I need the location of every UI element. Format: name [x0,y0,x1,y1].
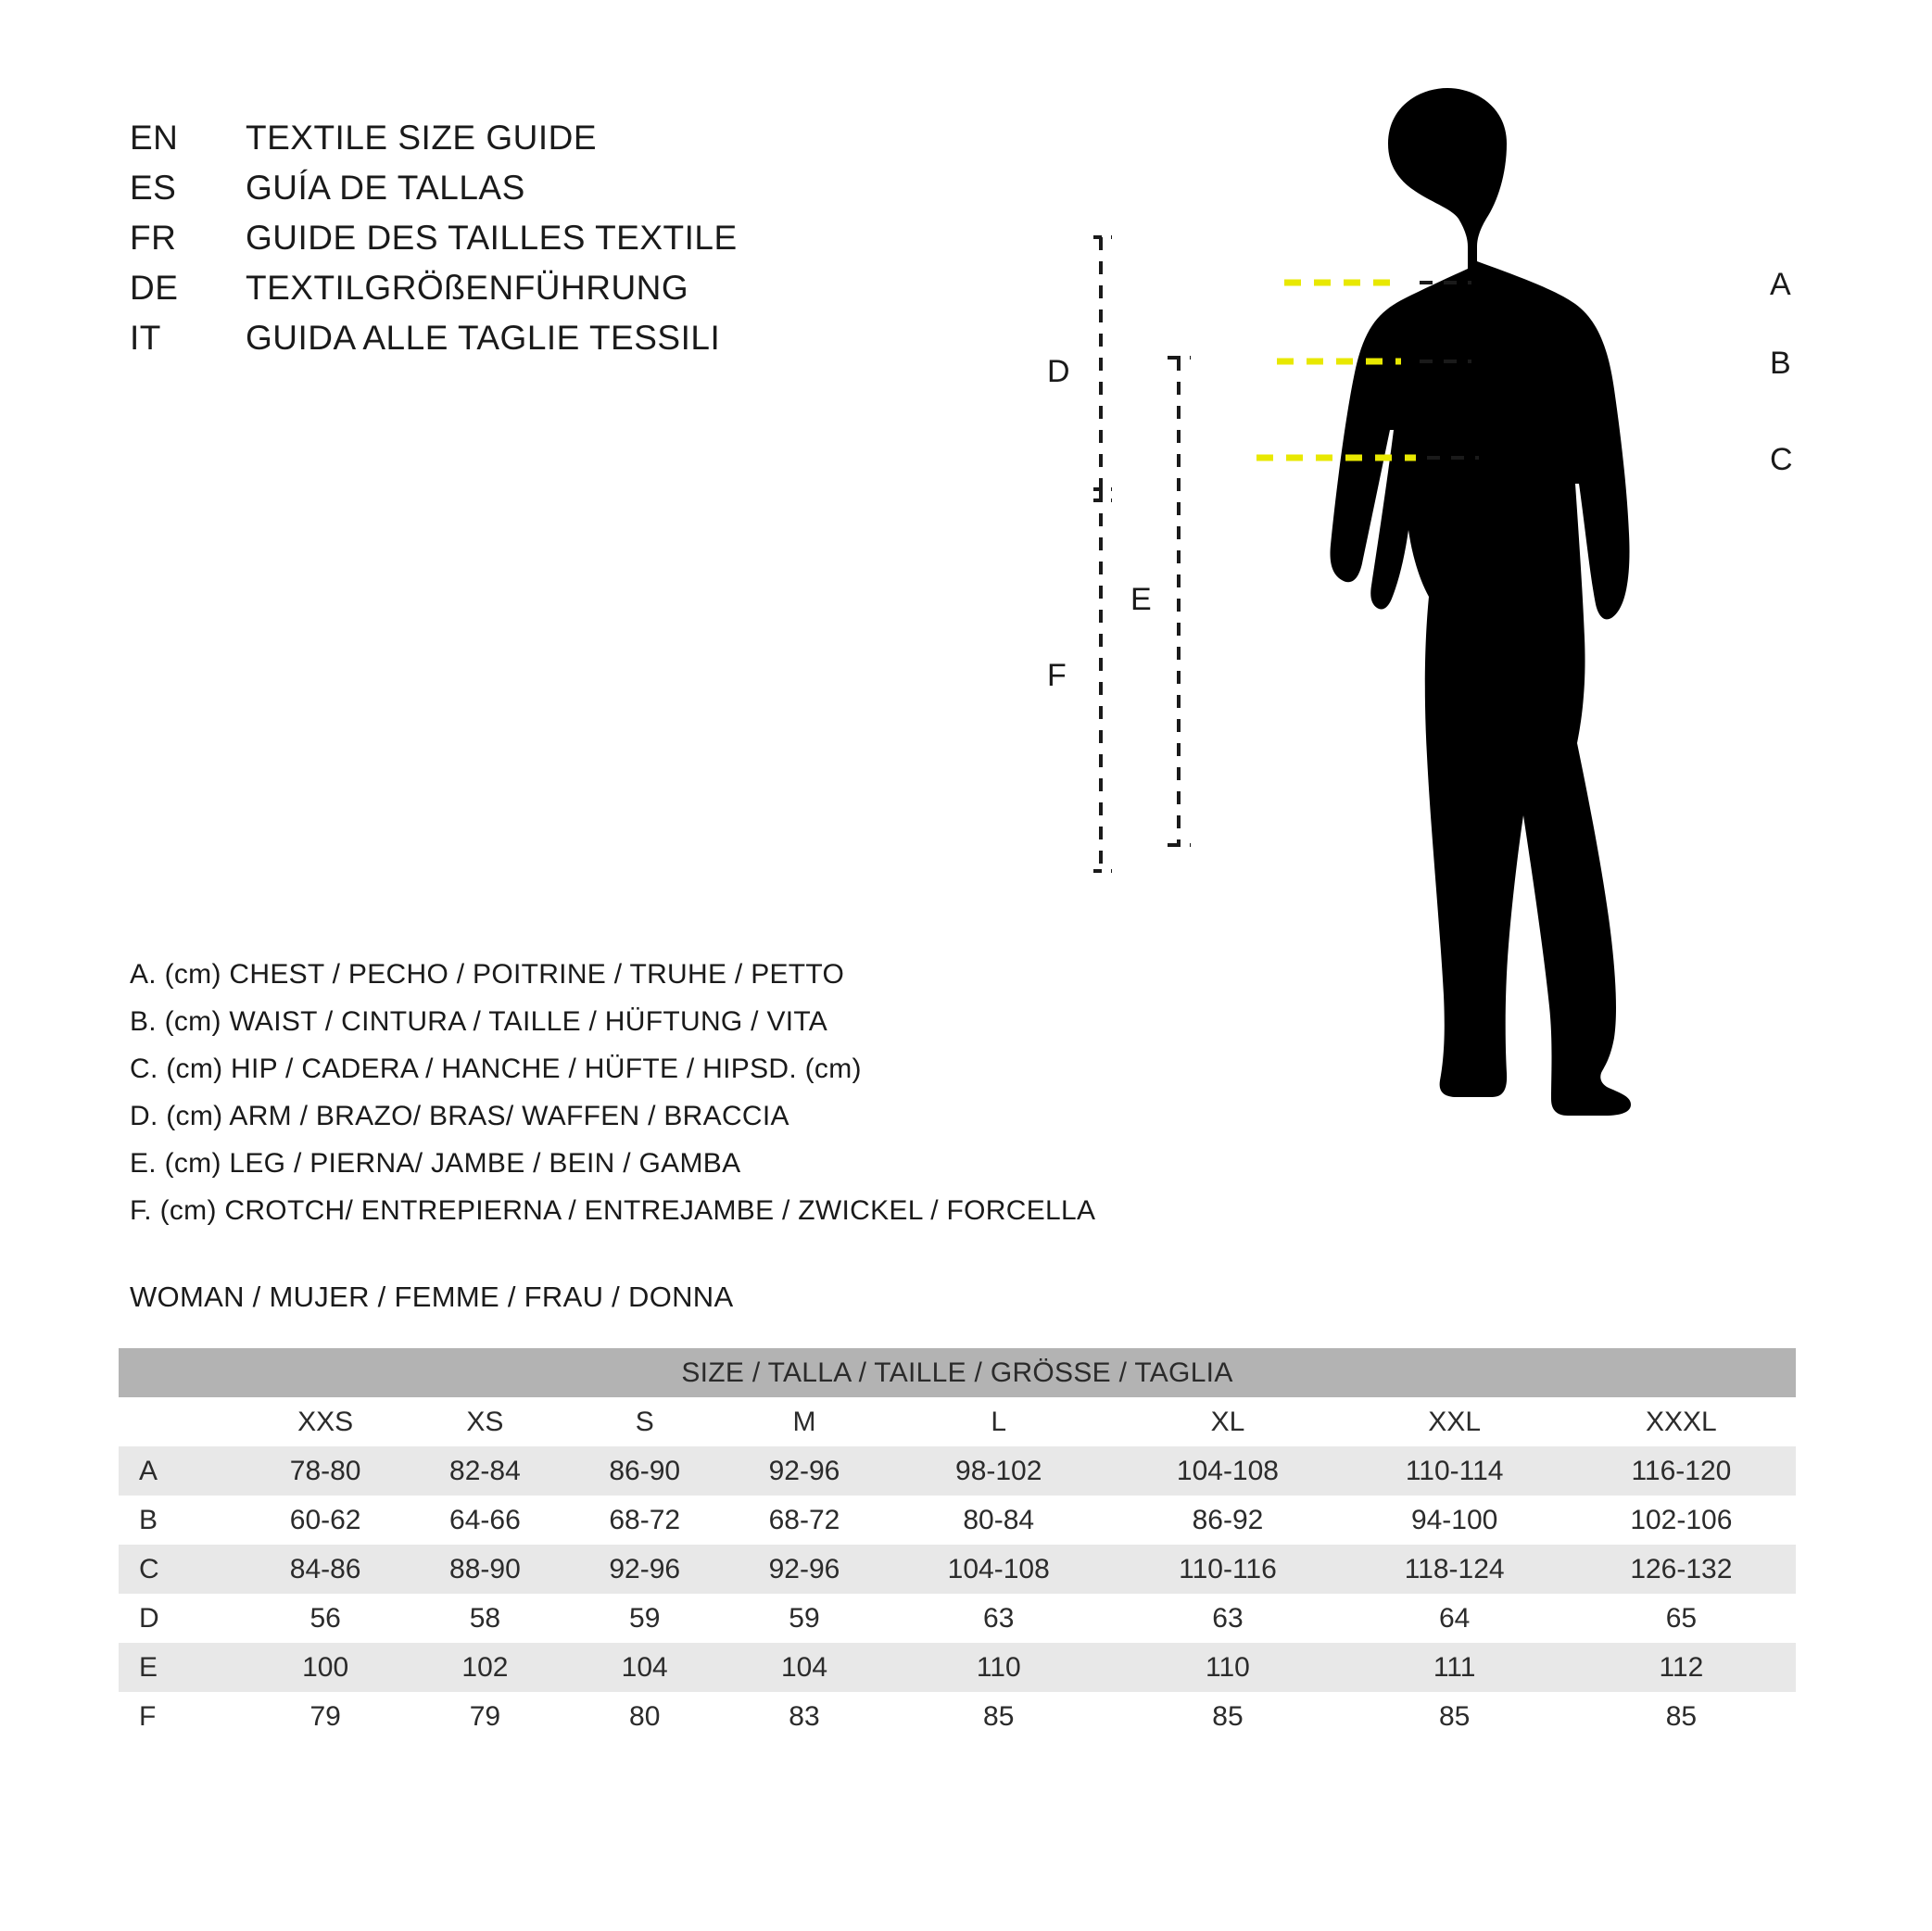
title-lang-code: IT [130,319,161,357]
table-cell: 94-100 [1343,1496,1567,1545]
table-cell: 58 [405,1594,564,1643]
table-cell: 110-114 [1343,1446,1567,1496]
row-label: D [119,1594,246,1643]
table-row [119,1545,1796,1594]
corner-cell [119,1397,246,1446]
table-cell: 104 [565,1643,725,1692]
row-label: C [119,1545,246,1594]
table-row [119,1446,1796,1496]
title-row [130,219,738,269]
table-cell: 111 [1343,1643,1567,1692]
label-e: E [1130,582,1152,617]
label-f: F [1047,658,1067,693]
table-row [119,1594,1796,1643]
table-cell: 85 [1343,1692,1567,1741]
title-lang-code: ES [130,169,177,207]
table-cell: 64-66 [405,1496,564,1545]
title-text: GUIDA ALLE TAGLIE TESSILI [246,319,721,357]
table-cell: 59 [725,1594,884,1643]
table-cell: 92-96 [565,1545,725,1594]
table-row [119,1643,1796,1692]
table-cell: 56 [246,1594,405,1643]
table-cell: 110 [1113,1643,1342,1692]
table-cell: 85 [884,1692,1113,1741]
table-cell: 126-132 [1567,1545,1796,1594]
table-cell: 79 [405,1692,564,1741]
title-block [130,119,738,369]
title-row [130,319,738,369]
title-lang-code: DE [130,269,179,307]
label-b: B [1770,346,1791,381]
title-lang-code: FR [130,219,177,257]
legend-item-f: F. (cm) CROTCH/ ENTREPIERNA / ENTREJAMBE / ZWICKEL / FORCELLA [130,1195,1096,1226]
column-header: M [725,1397,884,1446]
table-cell: 86-92 [1113,1496,1342,1545]
table-cell: 98-102 [884,1446,1113,1496]
table-cell: 85 [1567,1692,1796,1741]
row-label: F [119,1692,246,1741]
table-row [119,1496,1796,1545]
crotch-dimension-bracket [1093,489,1112,871]
table-cell: 78-80 [246,1446,405,1496]
column-header: XXXL [1567,1397,1796,1446]
column-header: S [565,1397,725,1446]
title-text: GUIDE DES TAILLES TEXTILE [246,219,738,257]
table-cell: 59 [565,1594,725,1643]
table-cell: 83 [725,1692,884,1741]
table-cell: 104 [725,1643,884,1692]
table-cell: 63 [1113,1594,1342,1643]
table-cell: 92-96 [725,1446,884,1496]
column-header: XS [405,1397,564,1446]
table-header-band [119,1348,1796,1397]
table-cell: 80 [565,1692,725,1741]
table-cell: 116-120 [1567,1446,1796,1496]
row-label: E [119,1643,246,1692]
table-cell: 64 [1343,1594,1567,1643]
measurement-diagram [1047,56,1853,1195]
row-label: B [119,1496,246,1545]
column-header: L [884,1397,1113,1446]
title-row [130,169,738,219]
arm-dimension-bracket [1093,237,1112,500]
title-text: GUÍA DE TALLAS [246,169,525,207]
title-lang-code: EN [130,119,179,157]
table-cell: 86-90 [565,1446,725,1496]
table-cell: 80-84 [884,1496,1113,1545]
table-cell: 84-86 [246,1545,405,1594]
table-cell: 100 [246,1643,405,1692]
legend-item-a: A. (cm) CHEST / PECHO / POITRINE / TRUHE / PETTO [130,959,845,990]
table-header-label: SIZE / TALLA / TAILLE / GRÖSSE / TAGLIA [119,1348,1796,1397]
table-cell: 110 [884,1643,1113,1692]
column-header: XL [1113,1397,1342,1446]
legend-item-c: C. (cm) HIP / CADERA / HANCHE / HÜFTE / HIPSD. (cm) [130,1054,862,1084]
female-silhouette-icon [1331,88,1632,1116]
table-cell: 60-62 [246,1496,405,1545]
table-column-headers [119,1397,1796,1446]
legend-item-b: B. (cm) WAIST / CINTURA / TAILLE / HÜFTUNG / VITA [130,1006,828,1037]
size-table-container [119,1348,1796,1741]
table-cell: 102 [405,1643,564,1692]
category-label: WOMAN / MUJER / FEMME / FRAU / DONNA [130,1281,734,1313]
table-row [119,1692,1796,1741]
table-cell: 102-106 [1567,1496,1796,1545]
legend-item-d: D. (cm) ARM / BRAZO/ BRAS/ WAFFEN / BRACCIA [130,1101,789,1131]
row-label: A [119,1446,246,1496]
table-cell: 63 [884,1594,1113,1643]
column-header: XXL [1343,1397,1567,1446]
size-table [119,1348,1796,1741]
table-cell: 110-116 [1113,1545,1342,1594]
label-a: A [1770,267,1791,302]
table-cell: 92-96 [725,1545,884,1594]
label-c: C [1770,442,1793,477]
title-text: TEXTILGRÖßENFÜHRUNG [246,269,689,307]
column-header: XXS [246,1397,405,1446]
title-row [130,269,738,319]
table-cell: 68-72 [565,1496,725,1545]
table-cell: 68-72 [725,1496,884,1545]
table-cell: 82-84 [405,1446,564,1496]
table-cell: 104-108 [1113,1446,1342,1496]
leg-dimension-bracket [1168,358,1191,845]
table-cell: 79 [246,1692,405,1741]
title-text: TEXTILE SIZE GUIDE [246,119,598,157]
table-cell: 118-124 [1343,1545,1567,1594]
legend-item-e: E. (cm) LEG / PIERNA/ JAMBE / BEIN / GAMBA [130,1148,741,1179]
legend-block [130,959,1095,1243]
title-row [130,119,738,169]
table-cell: 112 [1567,1643,1796,1692]
table-cell: 85 [1113,1692,1342,1741]
table-cell: 104-108 [884,1545,1113,1594]
table-cell: 88-90 [405,1545,564,1594]
label-d: D [1047,354,1070,389]
table-cell: 65 [1567,1594,1796,1643]
